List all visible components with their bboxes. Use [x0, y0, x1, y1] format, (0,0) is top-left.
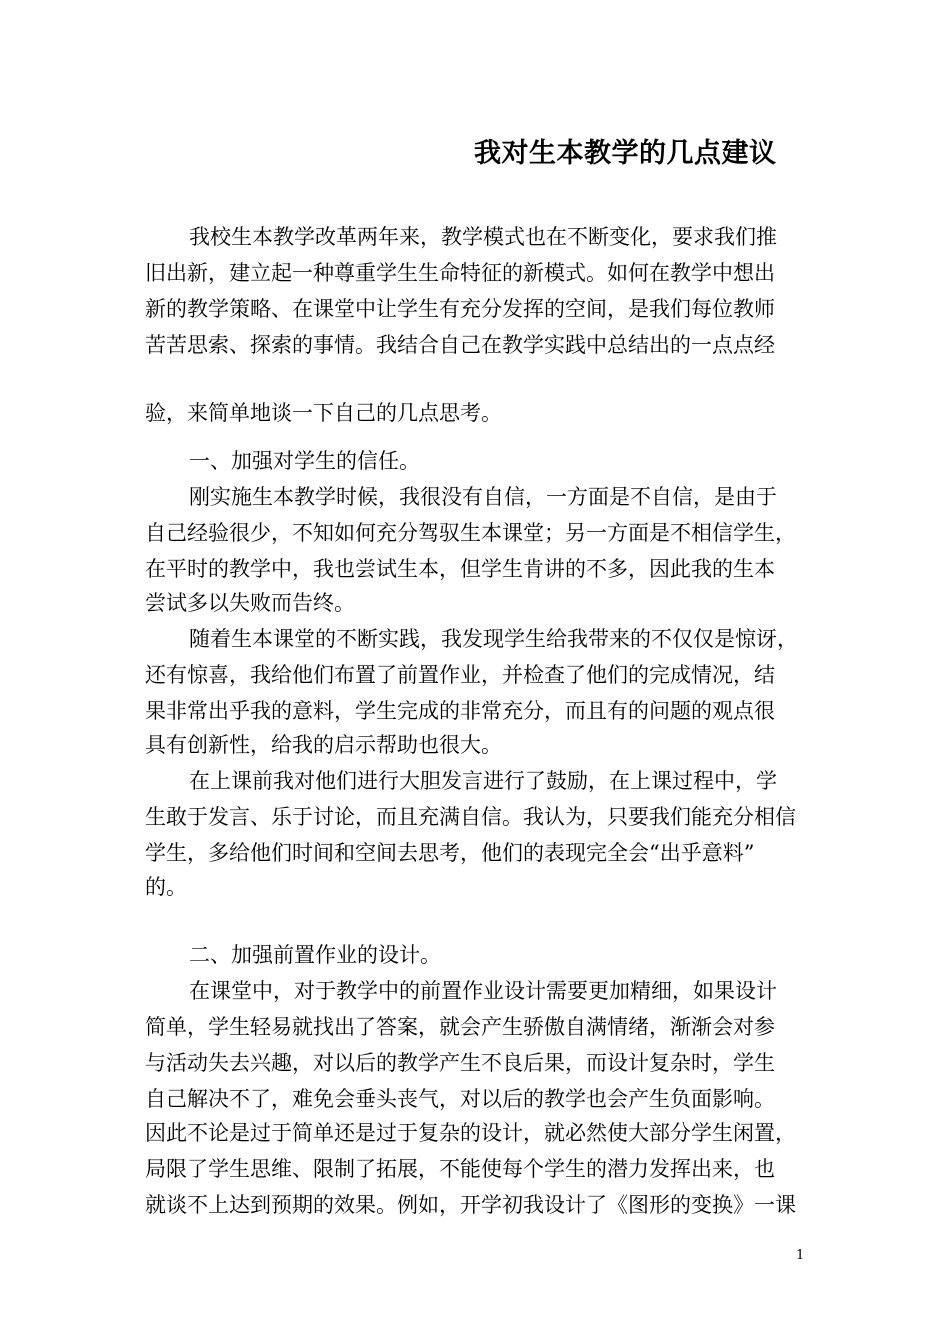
paragraph-line: 就谈不上达到预期的效果。例如，开学初我设计了《图形的变换》一课 — [145, 1193, 796, 1217]
paragraph-line: 我校生本教学改革两年来，教学模式也在不断变化，要求我们推 — [189, 225, 777, 249]
paragraph-line: 生敢于发言、乐于讨论，而且充满自信。我认为，只要我们能充分相信 — [145, 805, 796, 829]
section-heading: 二、加强前置作业的设计。 — [189, 943, 441, 967]
paragraph-line: 自己经验很少，不知如何充分驾驭生本课堂；另一方面是不相信学生， — [145, 521, 796, 545]
paragraph-line: 局限了学生思维、限制了拓展，不能使每个学生的潜力发挥出来，也 — [145, 1157, 775, 1181]
section-heading: 一、加强对学生的信任。 — [189, 449, 420, 473]
paragraph-line: 因此不论是过于简单还是过于复杂的设计，就必然使大部分学生闲置， — [145, 1121, 796, 1145]
paragraph-line: 简单，学生轻易就找出了答案，就会产生骄傲自满情绪，渐渐会对参 — [145, 1015, 775, 1039]
paragraph-line: 在课堂中，对于教学中的前置作业设计需要更加精细，如果设计 — [189, 979, 777, 1003]
paragraph-line: 与活动失去兴趣，对以后的教学产生不良后果，而设计复杂时，学生 — [145, 1051, 775, 1075]
paragraph-line: 随着生本课堂的不断实践，我发现学生给我带来的不仅仅是惊讶， — [189, 627, 798, 651]
paragraph-line: 验，来简单地谈一下自己的几点思考。 — [145, 401, 502, 425]
paragraph-line: 在平时的教学中，我也尝试生本，但学生肯讲的不多，因此我的生本 — [145, 557, 775, 581]
page-number: 1 — [796, 1248, 805, 1263]
paragraph-line: 还有惊喜，我给他们布置了前置作业，并检查了他们的完成情况，结 — [145, 663, 775, 687]
paragraph-line: 自己解决不了，难免会垂头丧气，对以后的教学也会产生负面影响。 — [145, 1087, 775, 1111]
paragraph-line: 新的教学策略、在课堂中让学生有充分发挥的空间，是我们每位教师 — [145, 297, 775, 321]
paragraph-line: 果非常出乎我的意料，学生完成的非常充分，而且有的问题的观点很 — [145, 699, 775, 723]
paragraph-line: 的。 — [145, 875, 187, 899]
paragraph-line: 苦苦思索、探索的事情。我结合自己在教学实践中总结出的一点点经 — [145, 333, 775, 357]
paragraph-line: 刚实施生本教学时候，我很没有自信，一方面是不自信，是由于 — [189, 485, 777, 509]
paragraph-line: 旧出新，建立起一种尊重学生生命特征的新模式。如何在教学中想出 — [145, 261, 775, 285]
paragraph-line: 学生，多给他们时间和空间去思考，他们的表现完全会“出乎意料” — [145, 841, 755, 865]
document-title: 我对生本教学的几点建议 — [474, 138, 777, 169]
paragraph-line: 在上课前我对他们进行大胆发言进行了鼓励，在上课过程中，学 — [189, 769, 777, 793]
paragraph-line: 尝试多以失败而告终。 — [145, 591, 355, 615]
paragraph-line: 具有创新性，给我的启示帮助也很大。 — [145, 733, 502, 757]
